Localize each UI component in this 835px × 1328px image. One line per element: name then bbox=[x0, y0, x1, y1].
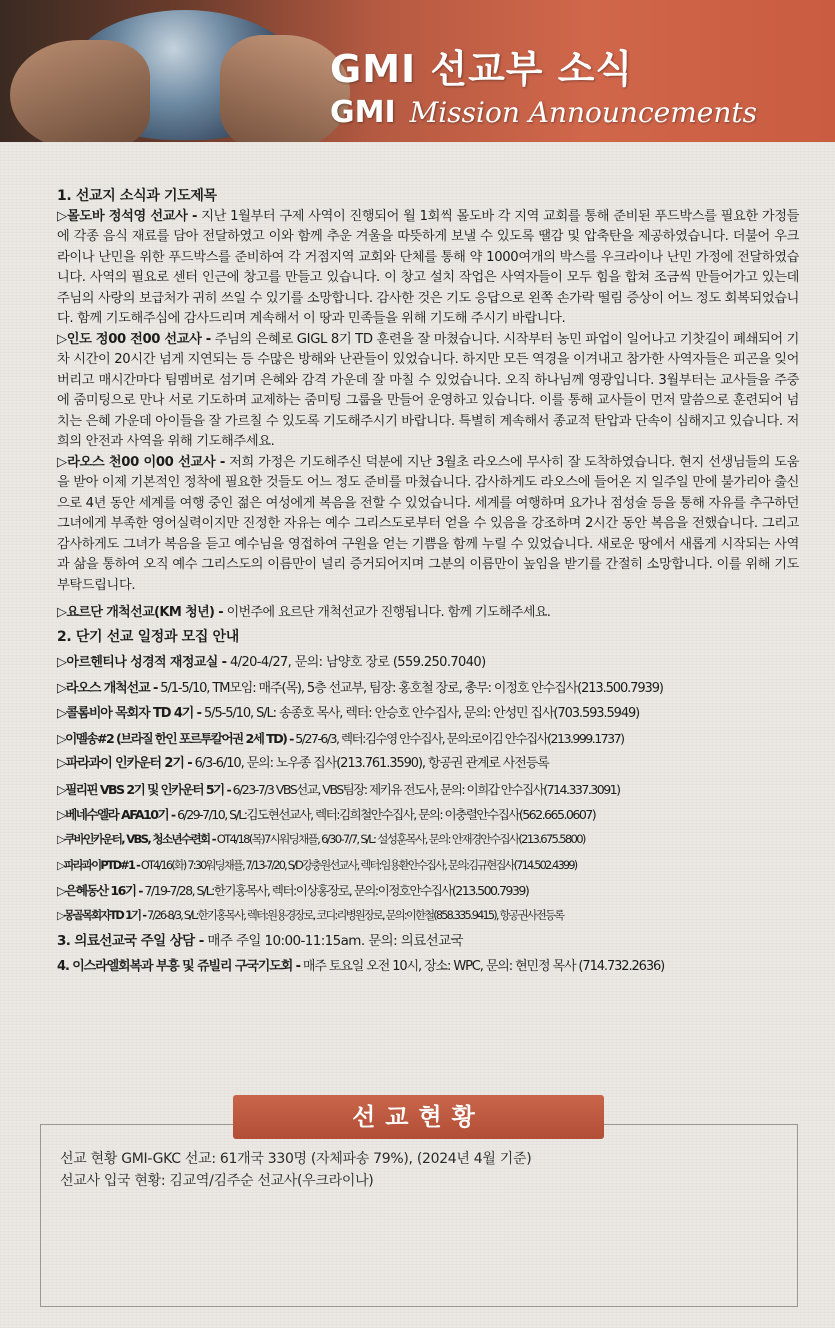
info-item bbox=[57, 954, 799, 979]
trip-text: 7/26-8/3, S/L:한기홍목사, 렉터:원용경장로, 코디:리병원장로, 문의:이한철(858.335.9415), 항공권사전등록 bbox=[145, 909, 564, 923]
trip-label: ▷라오스 개척선교 - bbox=[57, 680, 158, 696]
info-text: 매주 주일 10:00-11:15am. 문의: 의료선교국 bbox=[203, 932, 463, 949]
subtitle-prefix: GMI bbox=[330, 95, 396, 130]
mission-label: ▷몰도바 정석영 선교사 - bbox=[57, 208, 198, 224]
info-item bbox=[57, 929, 799, 954]
trip-text: 6/3-6/10, 문의: 노우종 집사(213.761.3590), 항공권 관계로 사전등록 bbox=[191, 756, 549, 772]
trip-label: ▷아르헨티나 성경적 재정교실 - bbox=[57, 655, 227, 671]
section-heading: 2. 단기 선교 일정과 모집 안내 bbox=[57, 629, 239, 646]
trip-text: 5/1-5/10, TM모임: 매주(목), 5층 선교부, 팀장: 홍호철 장로, 총무: 이정호 안수집사(213.500.7939) bbox=[157, 680, 663, 696]
mission-item bbox=[57, 453, 799, 597]
header-banner bbox=[0, 0, 835, 142]
trip-label: ▷쿠바인카운터, VBS, 청소년수련회 - bbox=[57, 832, 215, 847]
trip-label: ▷필리핀 VBS 2기 및 인카운터 5기 - bbox=[57, 781, 231, 797]
trip-label: ▷베네수엘라 AFA10기 - bbox=[57, 807, 175, 823]
trip-text: 5/27-6/3, 렉터:김수영 안수집사, 문의:로이김 안수집사(213.999.1737) bbox=[292, 731, 624, 747]
status-line: 선교사 입국 현황: 김교역/김주순 선교사(우크라이나) bbox=[60, 1173, 374, 1189]
trip-label: ▷콜롬비아 목회자 TD 4기 - bbox=[57, 705, 201, 721]
mission-item bbox=[57, 600, 799, 625]
trip-item bbox=[57, 777, 799, 802]
trip-item bbox=[57, 827, 799, 852]
left-hand-image bbox=[10, 40, 150, 142]
trip-item bbox=[57, 701, 799, 726]
mission-item bbox=[57, 330, 799, 453]
mission-item bbox=[57, 207, 799, 330]
trip-item bbox=[57, 726, 799, 751]
announcement-body bbox=[57, 186, 799, 979]
info-label: 3. 의료선교국 주일 상담 - bbox=[57, 932, 204, 949]
trip-text: 4/20-4/27, 문의: 남양호 장로 (559.250.7040) bbox=[226, 655, 486, 671]
trip-item bbox=[57, 878, 799, 903]
mission-text: 이번주에 요르단 개척선교가 진행됩니다. 함께 기도해주세요. bbox=[223, 605, 551, 620]
trip-text: 5/5-5/10, S/L: 송종호 목사, 렉터: 안승호 안수집사, 문의: 안성민 집사(703.593.5949) bbox=[200, 705, 640, 721]
trip-item bbox=[57, 676, 799, 701]
section-heading: 1. 선교지 소식과 기도제목 bbox=[57, 188, 217, 204]
trip-text: 6/29-7/10, S/L:김도현선교사, 렉터:김희철안수집사, 문의: 이충렬안수집사(562.665.0607) bbox=[174, 807, 596, 823]
trip-item bbox=[57, 802, 799, 827]
info-label: 4. 이스라엘회복과 부흥 및 쥬빌리 구국기도회 - bbox=[57, 958, 300, 974]
trip-text: OT4/18(목)7시워딩채플, 6/30-7/7, S/L: 설성훈목사, 문의: 안재경안수집사(213.675.5800) bbox=[214, 832, 585, 847]
trip-item bbox=[57, 903, 799, 928]
trip-label: ▷파라과이 인카운터 2기 - bbox=[57, 756, 192, 772]
trip-text: OT4/16(화) 7:30워딩채플, 7/13-7/20, S/D강충원선교사, 렉터:임용환안수집사, 문의:김규현집사(714.502.4399) bbox=[139, 858, 577, 872]
status-banner: 선교현황 bbox=[233, 1095, 604, 1139]
trip-text: 7/19-7/28, S/L:한기홍목사, 렉터:이상홍장로, 문의:이정호안수집사(213.500.7939) bbox=[141, 882, 529, 898]
status-line: 선교 현황 GMI-GKC 선교: 61개국 330명 (자체파송 79%), (2024년 4월 기준) bbox=[60, 1151, 532, 1167]
mission-label: ▷라오스 천00 이00 선교사 - bbox=[57, 454, 225, 470]
trip-item bbox=[57, 650, 799, 675]
trip-label: ▷몽골목회자TD 1기 - bbox=[57, 909, 146, 923]
page-subtitle bbox=[330, 95, 757, 130]
subtitle-script: Mission Announcements bbox=[409, 96, 757, 129]
trip-text: 6/23-7/3 VBS선교, VBS팀장: 제키유 전도사, 문의: 이희갑 안수집사(714.337.3091) bbox=[230, 781, 620, 797]
page-title: GMI 선교부 소식 bbox=[330, 47, 634, 91]
mission-text: 지난 1월부터 구제 사역이 진행되어 월 1회씩 몰도바 각 지역 교회를 통해 준비된 푸드박스를 필요한 가정들에 각종 음식 재료를 담아 전달하였고 이와 함께 추운 겨울을 따뜻하게 보낼 수 있도록 땔감 및 압축탄을 제공하였습니다. 더불어 우크라이나 난민을 위한 푸드박스를 준비하여 각 거점지역 교회와 단체를 통해 약 1000여개의 박스를 우크라이나 난민 가정에 전달하였습니다. 사역의 필요로 센터 인근에 창고를 만들고 있습니다. 이 창고 설치 작업은 사역자들이 모두 힘을 합쳐 조금씩 만들어가고 있는데 주님의 사랑의 보급처가 귀히 쓰일 수 있기를 소망합니다. 감사한 것은 기도 응답으로 왼쪽 손가락 떨림 증상이 어느 정도 회복되었습니다. 함께 기도해주심에 감사드리며 계속해서 이 땅과 민족들을 위해 기도해 주시기 바랍니다. bbox=[57, 208, 800, 326]
trip-label: ▷이멜송#2 (브라질 한인 포르투칼어권 2세 TD) - bbox=[57, 731, 293, 747]
status-text bbox=[60, 1148, 780, 1192]
mission-text: 주님의 은혜로 GIGL 8기 TD 훈련을 잘 마쳤습니다. 시작부터 농민 파업이 일어나고 기찻길이 폐쇄되어 기차 시간이 20시간 넘게 지연되는 등 수많은 방해와 난관들이 있었습니다. 하지만 모든 역경을 이겨내고 참가한 사역자들은 피곤을 잊어버리고 매시간마다 팀멤버로 섬기며 은혜와 감격 가운데 잘 마칠 수 있었습니다. 오직 하나님께 영광입니다. 3월부터는 교사들을 주중에 줌미팅으로 만나 서로 기도하며 교제하는 줌미팅 그룹을 만들어 운영하고 있습니다. 이를 통해 교사들이 먼저 말씀으로 훈련되어 넘치는 은혜 가운데 아이들을 잘 가르칠 수 있도록 기도해주시기 바랍니다. 특별히 계속해서 종교적 탄압과 단속이 심해지고 있습니다. 저희의 안전과 사역을 위해 기도해주세요. bbox=[57, 331, 800, 449]
trip-label: ▷은혜동산 16기 - bbox=[57, 882, 142, 898]
mission-label: ▷요르단 개척선교(KM 청년) - bbox=[57, 605, 224, 620]
trip-item bbox=[57, 853, 799, 878]
mission-label: ▷인도 정00 전00 선교사 - bbox=[57, 331, 211, 347]
trip-item bbox=[57, 751, 799, 776]
info-text: 매주 토요일 오전 10시, 장소: WPC, 문의: 현민정 목사 (714.732.2636) bbox=[299, 958, 665, 974]
mission-text: 저희 가정은 기도해주신 덕분에 지난 3월초 라오스에 무사히 잘 도착하였습니다. 현지 선생님들의 도움을 받아 이제 기본적인 정착에 필요한 것들도 어느 정도 준비를 마쳤습니다. 감사하게도 라오스에 들어온 지 일주일 만에 불가리아 출신으로 4년 동안 세계를 여행 중인 젊은 여성에게 복음을 전할 수 있었습니다. 세계를 여행하며 요가나 점성술 등을 통해 자유를 추구하던 그녀에게 부족한 영어실력이지만 진정한 자유는 예수 그리스도로부터 얻을 수 있음을 강조하며 2시간 동안 복음을 전했습니다. 그리고 감사하게도 그녀가 복음을 듣고 예수님을 영접하여 구원을 얻는 기쁨을 함께 누릴 수 있었습니다. 새로운 땅에서 새롭게 시작되는 사역과 삶을 통하여 오직 예수 그리스도의 이름만이 널리 증거되어지며 그분의 이름만이 높임을 받기를 간절히 소망합니다. 이를 위해 기도 부탁드립니다. bbox=[57, 454, 800, 593]
trip-label: ▷파라과이PTD#1 - bbox=[57, 858, 140, 872]
